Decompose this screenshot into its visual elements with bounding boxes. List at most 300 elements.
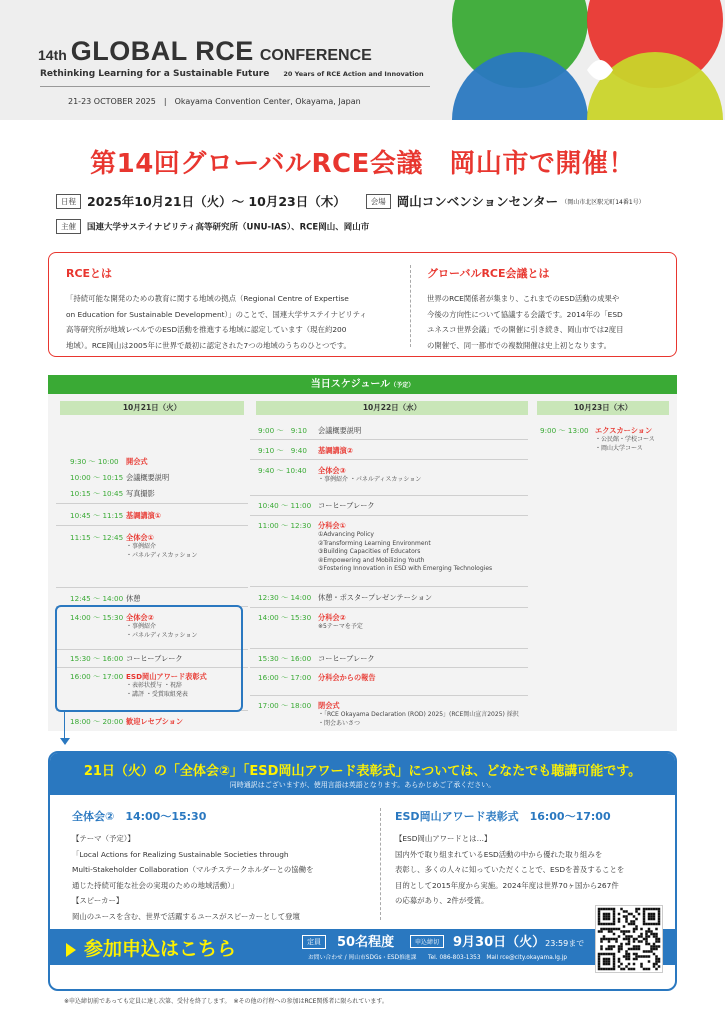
public-session-notice — [48, 751, 677, 991]
schedule-item-detail: ・公民館・学校コース — [595, 436, 655, 443]
schedule-row-divider — [250, 439, 528, 440]
award-text: 【ESD岡山アワードとは…】 国内外で取り組まれているESD活動の中から優れた取り組みを 表彰し、多くの人々に知っていただくことで、ESDを普及することを 目的として2015年度から実施。2024年度は世界70ヶ国から267件 の応募があり、2件が受賞。 — [395, 834, 625, 905]
qr-module — [608, 928, 611, 931]
qr-module — [635, 938, 638, 941]
qr-module — [613, 920, 616, 923]
qr-module — [600, 948, 603, 951]
qr-module — [655, 938, 658, 941]
qr-module — [623, 930, 626, 933]
qr-module — [658, 945, 661, 948]
qr-module — [635, 918, 638, 921]
qr-module — [643, 950, 646, 953]
qr-module — [613, 923, 616, 926]
deadline-value: 9月30日（火）23:59まで — [453, 935, 585, 950]
qr-module — [620, 930, 623, 933]
schedule-row-divider — [250, 515, 528, 516]
qr-module — [635, 910, 638, 913]
qr-module — [645, 908, 648, 911]
schedule-item — [70, 457, 148, 467]
qr-module — [603, 908, 606, 911]
schedule-item-detail: ※5テーマを予定 — [318, 623, 363, 630]
qr-module — [658, 940, 661, 943]
qr-module — [618, 960, 621, 963]
schedule-item-detail: ・事例紹介 ・パネルディスカッション — [318, 476, 422, 483]
qr-module — [645, 930, 648, 933]
qr-module — [603, 928, 606, 931]
qr-module — [658, 910, 661, 913]
qr-module — [598, 963, 601, 966]
qr-module — [628, 963, 631, 966]
qr-module — [613, 928, 616, 931]
qr-module — [630, 935, 633, 938]
qr-module — [605, 913, 608, 916]
qr-module — [655, 908, 658, 911]
schedule-item-name: ESD岡山アワード表彰式 — [126, 672, 207, 681]
schedule-item-time: 9:30 ～ 10:00 — [70, 457, 119, 466]
schedule-item-name: 開会式 — [126, 457, 148, 466]
capacity-tag: 定員 — [302, 935, 326, 949]
qr-module — [653, 963, 656, 966]
qr-module — [623, 968, 626, 971]
apply-link[interactable]: 参加申込はこちら — [66, 934, 236, 961]
qr-module — [653, 908, 656, 911]
qr-module — [648, 913, 651, 916]
qr-module — [635, 953, 638, 956]
day2-header: 10月22日（水） — [256, 401, 528, 415]
qr-module — [608, 908, 611, 911]
event-venue: 岡山コンベンションセンター — [396, 194, 559, 209]
qr-module — [633, 940, 636, 943]
qr-module — [645, 943, 648, 946]
qr-module — [655, 945, 658, 948]
qr-module — [600, 923, 603, 926]
qr-module — [650, 918, 653, 921]
schedule-item-name: 写真撮影 — [126, 489, 155, 498]
schedule-item-detail: ・事例紹介 — [126, 543, 157, 550]
qr-module — [613, 908, 616, 911]
qr-module — [598, 920, 601, 923]
qr-module — [603, 935, 606, 938]
schedule-item — [258, 593, 432, 603]
qr-module — [613, 915, 616, 918]
date-venue-row — [56, 192, 645, 210]
qr-module — [618, 950, 621, 953]
qr-module — [633, 948, 636, 951]
schedule-item-detail: ④Empowering and Mobilizing Youth — [318, 556, 425, 564]
schedule-item-name: 分科会① — [318, 521, 346, 530]
schedule-item-name: 全体会③ — [318, 466, 346, 475]
qr-module — [623, 915, 626, 918]
divider: | — [163, 97, 167, 106]
schedule-item — [258, 701, 519, 728]
qr-module — [618, 935, 621, 938]
schedule-item-time: 11:00 ～ 12:30 — [258, 521, 312, 530]
qr-module — [610, 945, 613, 948]
schedule-item — [70, 533, 197, 560]
qr-module — [633, 938, 636, 941]
schedule-item-time: 9:00 ～ 13:00 — [540, 426, 589, 435]
schedule-item-time: 10:45 ～ 11:15 — [70, 511, 124, 520]
qr-module — [605, 963, 608, 966]
schedule-item-time: 15:30 ～ 16:00 — [258, 654, 312, 663]
qr-module — [610, 930, 613, 933]
qr-module — [653, 965, 656, 968]
qr-module — [610, 938, 613, 941]
qr-module — [598, 955, 601, 958]
qr-module — [605, 958, 608, 961]
qr-module — [643, 908, 646, 911]
qr-module — [630, 920, 633, 923]
qr-module — [633, 920, 636, 923]
schedule-item-name: コーヒーブレーク — [126, 654, 183, 663]
qr-module — [598, 918, 601, 921]
qr-module — [600, 945, 603, 948]
conference-dates: 21-23 OCTOBER 2025 — [68, 97, 156, 106]
qr-module — [655, 958, 658, 961]
qr-module — [640, 933, 643, 936]
schedule-item-detail: ・事例紹介 — [126, 623, 157, 630]
qr-module — [600, 940, 603, 943]
qr-module — [650, 948, 653, 951]
qr-module — [600, 908, 603, 911]
plenary2-detail — [72, 808, 382, 924]
event-date: 2025年10月21日（火）～ 10月23日（木） — [87, 194, 346, 209]
schedule-item-time: 12:45 ～ 14:00 — [70, 594, 124, 603]
qr-module — [653, 948, 656, 951]
qr-module — [618, 918, 621, 921]
qr-module — [618, 920, 621, 923]
qr-module — [618, 948, 621, 951]
schedule-item-time: 12:30 ～ 14:00 — [258, 593, 312, 602]
qr-module — [610, 928, 613, 931]
global-rce-text: 世界のRCE関係者が集まり、これまでのESD活動の成果や 今後の方向性について協議する会議です。2014年の「ESD ユネスコ世界会議」での開催に引き続き、岡山市では2度目 の開催で、同一都市での複数開催は史上初となります。 — [427, 294, 624, 350]
venue-tag: 会場 — [366, 194, 391, 209]
schedule-item — [70, 511, 161, 521]
qr-module — [605, 953, 608, 956]
qr-module — [605, 918, 608, 921]
schedule-row-divider — [250, 695, 528, 696]
qr-module — [610, 953, 613, 956]
qr-module — [635, 928, 638, 931]
qr-module — [658, 958, 661, 961]
schedule-row-divider — [56, 587, 248, 588]
qr-module — [613, 945, 616, 948]
qr-module — [613, 933, 616, 936]
qr-module — [638, 913, 641, 916]
qr-module — [635, 948, 638, 951]
qr-module — [598, 915, 601, 918]
qr-module — [610, 908, 613, 911]
schedule-item-name: 全体会① — [126, 533, 154, 542]
qr-module — [620, 948, 623, 951]
schedule-item-time: 9:00 ～ 9:10 — [258, 426, 307, 435]
global-rce-explainer — [427, 265, 667, 353]
qr-module — [655, 940, 658, 943]
schedule-item-name: 基調講演② — [318, 446, 353, 455]
schedule-item-detail: ・「RCE Okayama Declaration (ROD) 2025」(RCE岡山宣言2025) 採択 — [318, 711, 519, 718]
schedule-item — [258, 521, 492, 574]
schedule-item-name: 歓迎レセプション — [126, 717, 184, 726]
qr-module — [638, 948, 641, 951]
qr-module — [620, 945, 623, 948]
qr-module — [608, 913, 611, 916]
qr-module — [608, 958, 611, 961]
qr-module — [658, 923, 661, 926]
qr-module — [630, 948, 633, 951]
qr-module — [633, 928, 636, 931]
qr-module — [658, 920, 661, 923]
qr-module — [608, 938, 611, 941]
qr-module — [645, 933, 648, 936]
qr-module — [613, 960, 616, 963]
header-rule — [40, 86, 430, 87]
schedule-item-name: 休憩・ポスタープレゼンテーション — [318, 593, 433, 602]
qr-module — [643, 955, 646, 958]
qr-module — [643, 923, 646, 926]
qr-module — [653, 953, 656, 956]
qr-module — [643, 915, 646, 918]
qr-module — [613, 968, 616, 971]
qr-module — [603, 923, 606, 926]
qr-module — [648, 950, 651, 953]
qr-module — [605, 968, 608, 971]
qr-module — [613, 965, 616, 968]
qr-module — [635, 925, 638, 928]
schedule-item-name: 会議概要説明 — [126, 473, 170, 482]
schedule-item-time: 14:00 ～ 15:30 — [258, 613, 312, 622]
qr-module — [625, 965, 628, 968]
schedule-item-time: 9:40 ～ 10:40 — [258, 466, 307, 475]
qr-module — [608, 960, 611, 963]
conference-title-word: CONFERENCE — [259, 47, 372, 64]
schedule-item-name: 休憩 — [126, 594, 141, 603]
qr-module — [603, 963, 606, 966]
qr-module — [655, 935, 658, 938]
conference-header — [0, 0, 725, 120]
qr-module — [658, 918, 661, 921]
qr-module — [655, 948, 658, 951]
qr-module — [645, 923, 648, 926]
qr-module — [628, 943, 631, 946]
qr-module — [643, 913, 646, 916]
schedule-item-time: 10:40 ～ 11:00 — [258, 501, 312, 510]
plenary2-text: 【テーマ（予定）】 「Local Actions for Realizing Sustainable Societies through Multi-Stakeholder Collaboration（マルチステークホルダーとの協働を 通じた持続可能な社会の実現のための地域活動）」 【スピーカー】 岡山のユースを含む、世界で活躍するユースがスピーカーとして登壇 — [72, 834, 314, 921]
qr-module — [658, 960, 661, 963]
rce-explainer — [66, 265, 416, 353]
schedule-row-divider — [56, 525, 248, 526]
qr-module — [635, 945, 638, 948]
qr-module — [650, 923, 653, 926]
schedule-row-divider — [250, 586, 528, 587]
qr-module — [648, 935, 651, 938]
deadline-tag: 申込締切 — [410, 935, 444, 948]
qr-module — [603, 938, 606, 941]
schedule-item — [70, 473, 169, 483]
qr-module — [598, 930, 601, 933]
schedule-item-detail: ・講評 ・受賞取組発表 — [126, 690, 188, 698]
qr-module — [598, 960, 601, 963]
qr-module — [645, 968, 648, 971]
host-text: 国連大学サステイナビリティ高等研究所（UNU-IAS）、RCE岡山、岡山市 — [87, 222, 370, 233]
qr-module — [653, 943, 656, 946]
schedule-item — [258, 673, 376, 683]
qr-module — [605, 928, 608, 931]
qr-module — [643, 968, 646, 971]
qr-module — [620, 968, 623, 971]
qr-module — [640, 963, 643, 966]
qr-module — [650, 950, 653, 953]
qr-module — [598, 913, 601, 916]
qr-module — [610, 948, 613, 951]
conference-subtitle-small: 20 Years of RCE Action and Innovation — [283, 70, 424, 78]
qr-module — [618, 945, 621, 948]
apply-bar[interactable] — [50, 929, 675, 965]
qr-module — [638, 908, 641, 911]
qr-module — [648, 930, 651, 933]
schedule-row-divider — [250, 667, 528, 668]
qr-module — [608, 963, 611, 966]
qr-module — [648, 928, 651, 931]
qr-module — [628, 968, 631, 971]
qr-module — [608, 918, 611, 921]
qr-module — [640, 928, 643, 931]
schedule-item-name: コーヒーブレーク — [318, 654, 375, 663]
qr-module — [645, 950, 648, 953]
qr-module — [608, 968, 611, 971]
schedule-item — [540, 426, 655, 453]
qr-module — [625, 920, 628, 923]
qr-module — [598, 965, 601, 968]
qr-module — [648, 908, 651, 911]
qr-module — [625, 943, 628, 946]
qr-module — [628, 935, 631, 938]
qr-module — [613, 938, 616, 941]
conference-title-main: GLOBAL RCE — [70, 36, 254, 66]
qr-module — [633, 915, 636, 918]
qr-module — [633, 953, 636, 956]
qr-module — [650, 908, 653, 911]
qr-module — [628, 958, 631, 961]
info-divider — [410, 265, 411, 347]
public-sessions-highlight — [55, 605, 243, 712]
qr-module — [658, 908, 661, 911]
qr-module — [598, 953, 601, 956]
schedule-item-detail: ・パネルディスカッション — [126, 631, 198, 639]
schedule-item-name: コーヒーブレーク — [318, 501, 375, 510]
schedule-item-detail: ①Advancing Policy — [318, 531, 374, 538]
schedule-item-time: 10:00 ～ 10:15 — [70, 473, 124, 482]
qr-module — [628, 923, 631, 926]
schedule-item-detail: ・岡山大学コース — [595, 444, 643, 452]
qr-module — [630, 968, 633, 971]
schedule-item — [258, 613, 363, 632]
schedule-item — [258, 501, 375, 511]
qr-module — [630, 913, 633, 916]
qr-module — [603, 915, 606, 918]
qr-module — [610, 968, 613, 971]
qr-module — [620, 943, 623, 946]
qr-module — [625, 953, 628, 956]
qr-module — [645, 955, 648, 958]
schedule-item — [258, 426, 361, 436]
qr-module — [605, 908, 608, 911]
play-arrow-icon — [66, 943, 76, 957]
qr-module — [625, 930, 628, 933]
conference-title — [38, 36, 372, 67]
qr-module — [610, 923, 613, 926]
qr-module — [623, 938, 626, 941]
schedule-row-divider — [250, 648, 528, 649]
qr-code[interactable] — [595, 905, 663, 973]
qr-module — [603, 960, 606, 963]
qr-module — [625, 910, 628, 913]
qr-module — [630, 923, 633, 926]
schedule-item-name: 分科会からの報告 — [318, 673, 376, 682]
qr-code-image — [596, 906, 662, 972]
qr-module — [603, 968, 606, 971]
qr-module — [640, 955, 643, 958]
notice-headline: 21日（火）の「全体会②」「ESD岡山アワード表彰式」については、どなたでも聴講可能です。 — [83, 764, 642, 779]
schedule-item-name: エクスカーション — [595, 426, 653, 435]
qr-module — [608, 923, 611, 926]
schedule-row-divider — [250, 459, 528, 460]
qr-module — [600, 953, 603, 956]
qr-module — [653, 913, 656, 916]
qr-module — [643, 910, 646, 913]
schedule-row-divider — [56, 503, 248, 504]
qr-module — [598, 958, 601, 961]
qr-module — [640, 935, 643, 938]
qr-module — [623, 910, 626, 913]
schedule-item-time: 14:00 ～ 15:30 — [70, 613, 124, 622]
qr-module — [650, 913, 653, 916]
qr-module — [603, 953, 606, 956]
host-row — [56, 219, 369, 234]
qr-module — [635, 908, 638, 911]
qr-module — [628, 913, 631, 916]
qr-module — [633, 968, 636, 971]
qr-module — [633, 923, 636, 926]
qr-module — [645, 935, 648, 938]
qr-module — [598, 923, 601, 926]
notice-band — [50, 753, 675, 795]
qr-module — [625, 938, 628, 941]
schedule-item-name: 全体会② — [126, 613, 154, 622]
qr-module — [653, 918, 656, 921]
schedule-item — [258, 654, 375, 664]
qr-module — [598, 968, 601, 971]
qr-module — [635, 958, 638, 961]
qr-module — [605, 915, 608, 918]
qr-module — [608, 953, 611, 956]
qr-module — [628, 940, 631, 943]
qr-module — [653, 933, 656, 936]
conference-date-venue — [68, 97, 361, 106]
schedule-row-divider — [250, 607, 528, 608]
qr-module — [613, 953, 616, 956]
schedule-item-time: 9:10 ～ 9:40 — [258, 446, 307, 455]
global-rce-title: グローバルRCE会議とは — [427, 267, 550, 280]
qr-module — [615, 928, 618, 931]
qr-module — [643, 920, 646, 923]
qr-module — [600, 968, 603, 971]
schedule-item-name: 閉会式 — [318, 701, 340, 710]
qr-module — [628, 930, 631, 933]
qr-module — [625, 918, 628, 921]
qr-module — [628, 953, 631, 956]
qr-module — [625, 935, 628, 938]
qr-module — [620, 908, 623, 911]
